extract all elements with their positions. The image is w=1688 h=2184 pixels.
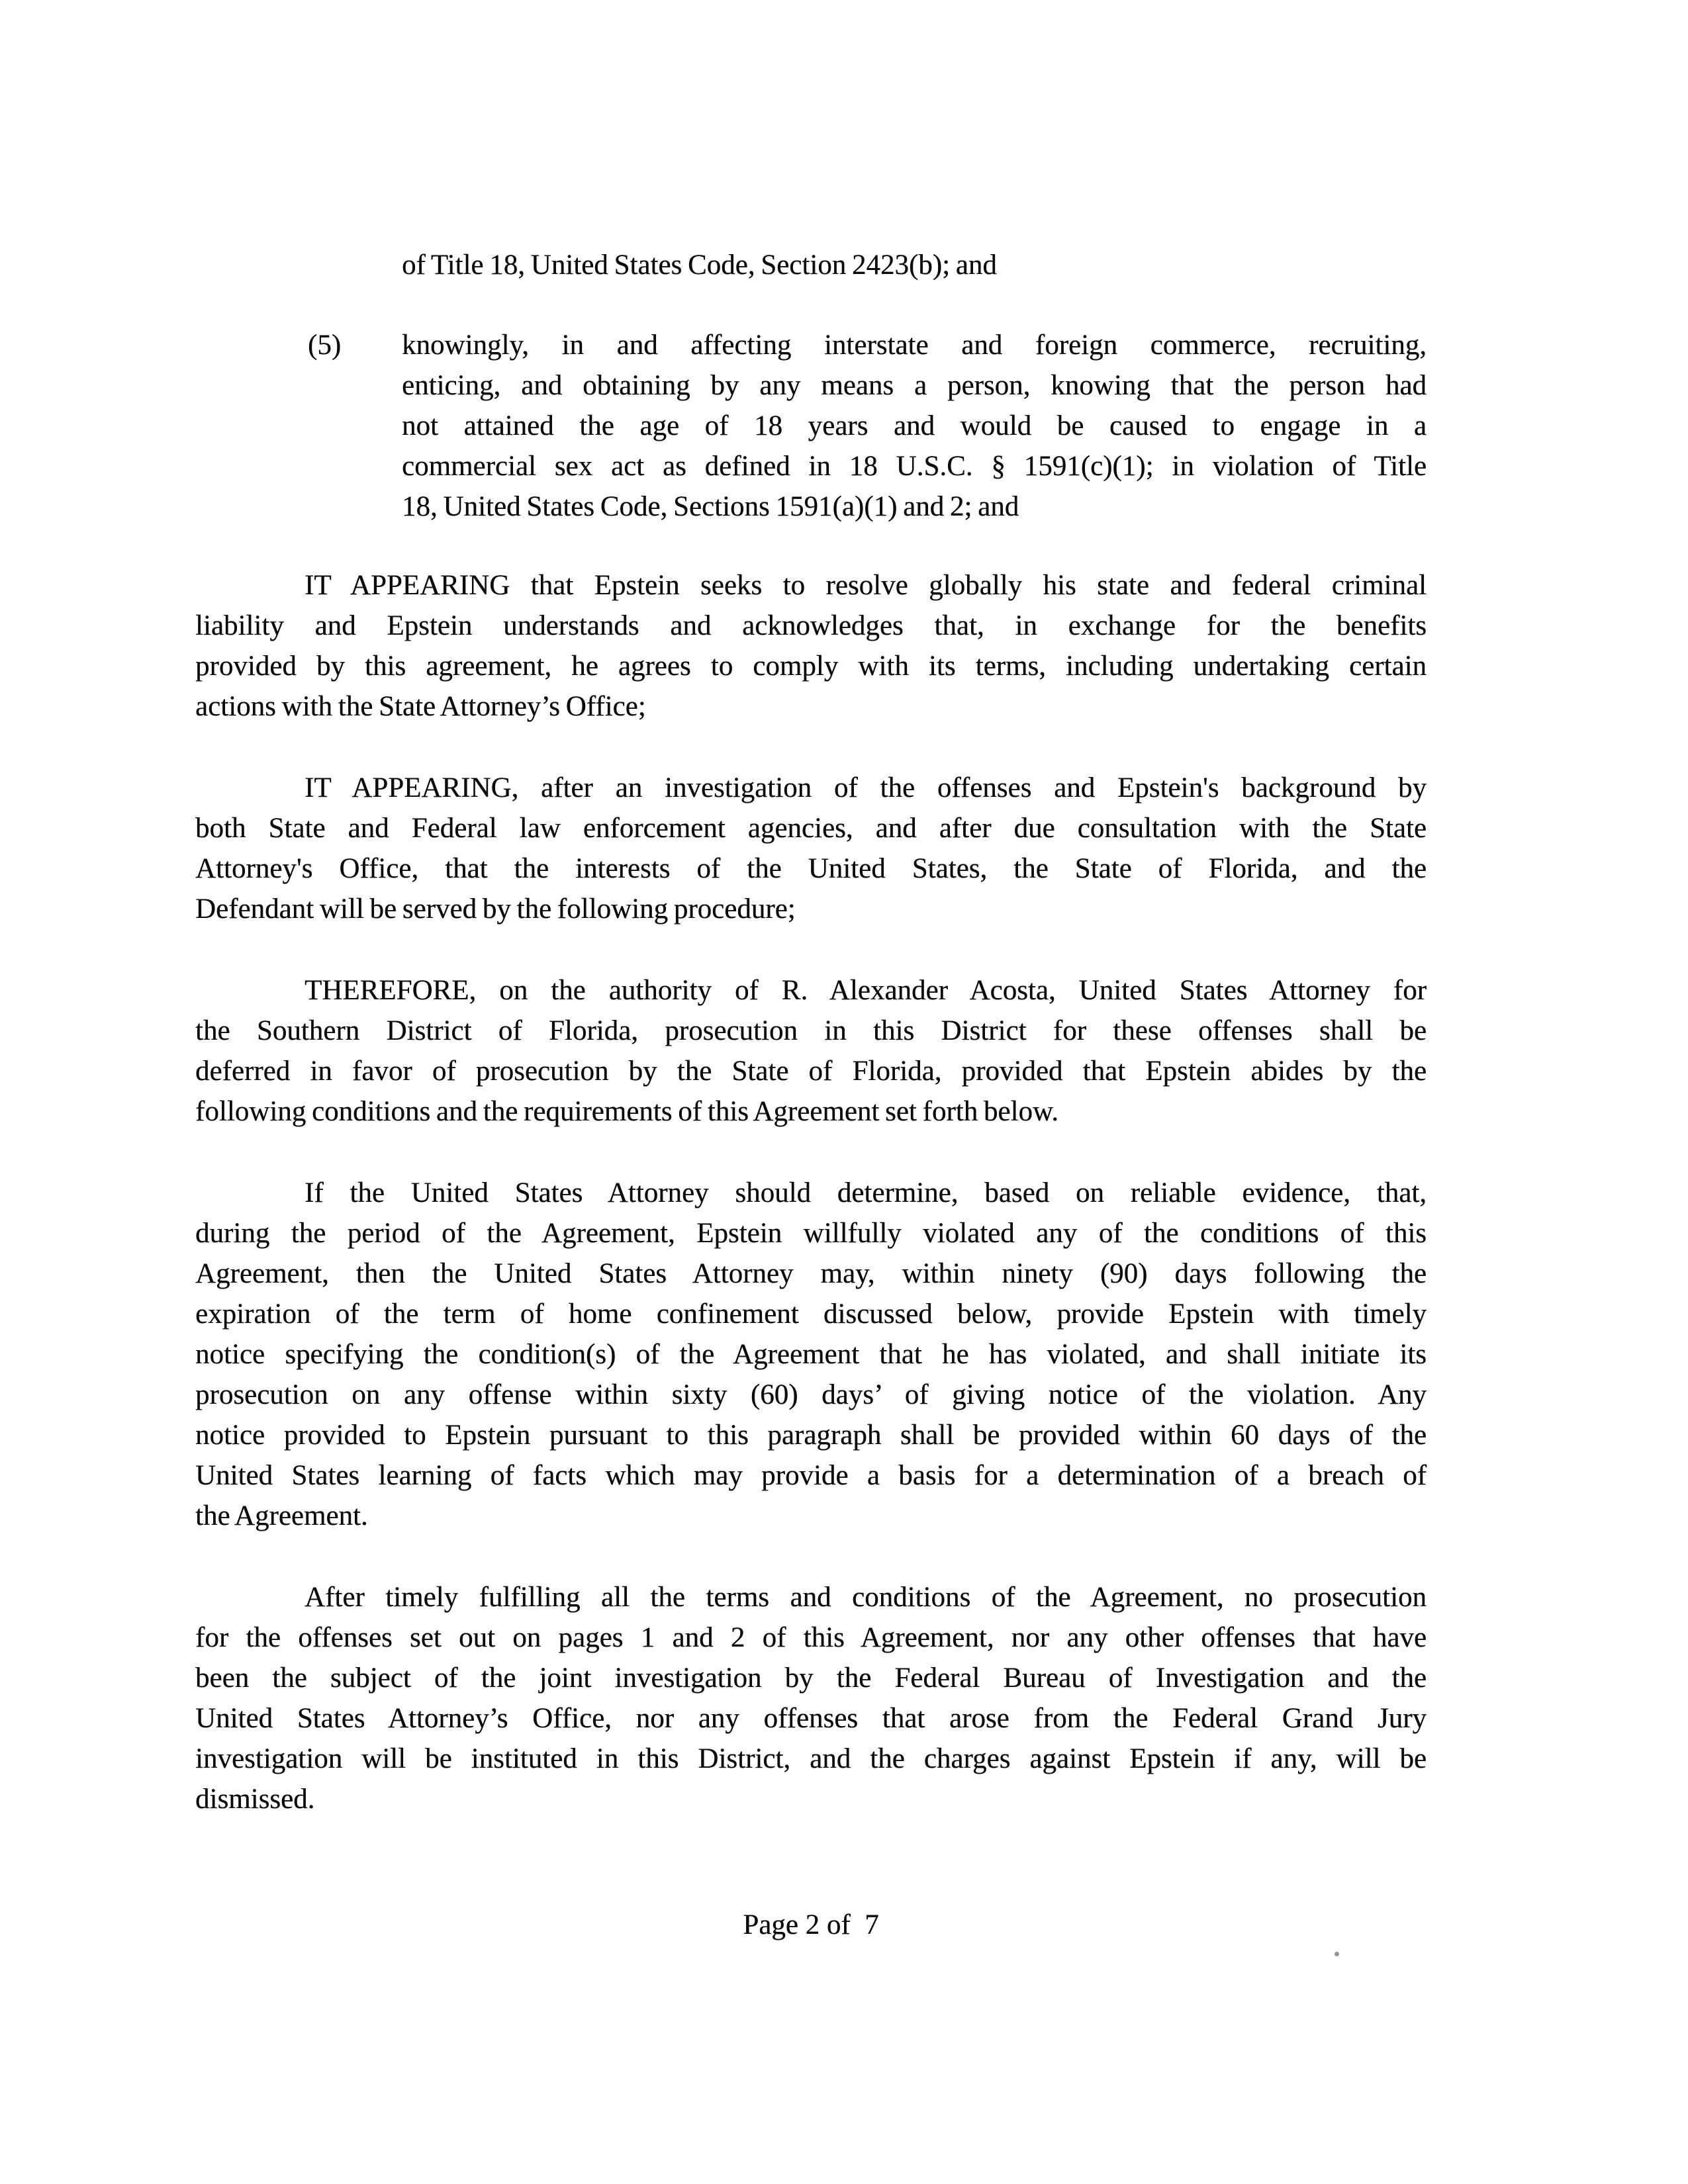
text-line: during the period of the Agreement, Epstein willfully violated any of the conditions of this xyxy=(195,1218,1427,1249)
text-line: expiration of the term of home confinement discussed below, provide Epstein with timely xyxy=(195,1298,1427,1330)
text-line: not attained the age of 18 years and would be caused to engage in a xyxy=(402,410,1427,441)
text-line: If the United States Attorney should determine, based on reliable evidence, that, xyxy=(305,1177,1427,1208)
text-line: for the offenses set out on pages 1 and 2 of this Agreement, nor any other offenses that have xyxy=(195,1622,1427,1653)
text-line: liability and Epstein understands and acknowledges that, in exchange for the benefits xyxy=(195,610,1427,641)
text-line: THEREFORE, on the authority of R. Alexander Acosta, United States Attorney for xyxy=(305,975,1427,1006)
text-line: investigation will be instituted in this District, and the charges against Epstein if any, will be xyxy=(195,1743,1427,1774)
clause-number: (5) xyxy=(308,330,342,361)
text-line: been the subject of the joint investigation by the Federal Bureau of Investigation and the xyxy=(195,1662,1427,1694)
text-line: dismissed. xyxy=(195,1784,315,1815)
document-body xyxy=(195,245,1427,1819)
scan-artifact-dot xyxy=(1335,1952,1339,1956)
clause-text xyxy=(402,325,1427,527)
numbered-clause-5 xyxy=(195,325,1427,527)
text-line: commercial sex act as defined in 18 U.S.C. § 1591(c)(1); in violation of Title xyxy=(402,451,1427,482)
text-line: knowingly, in and affecting interstate and foreign commerce, recruiting, xyxy=(402,330,1427,361)
text-line: Attorney's Office, that the interests of the United States, the State of Florida, and the xyxy=(195,853,1427,884)
text-line: IT APPEARING that Epstein seeks to resolve globally his state and federal criminal xyxy=(305,570,1427,601)
paragraph-no-prosecution xyxy=(195,1577,1427,1819)
text-line: actions with the State Attorney’s Office; xyxy=(195,691,646,722)
clause-continuation xyxy=(402,245,1427,285)
text-line: 18, United States Code, Sections 1591(a)(1) and 2; and xyxy=(402,491,1019,522)
text-line: After timely fulfilling all the terms and conditions of the Agreement, no prosecution xyxy=(305,1582,1427,1613)
text-line: enticing, and obtaining by any means a person, knowing that the person had xyxy=(402,370,1427,401)
text-line: Agreement, then the United States Attorney may, within ninety (90) days following the xyxy=(195,1258,1427,1289)
text-line: Defendant will be served by the following procedure; xyxy=(195,893,796,925)
text-line: provided by this agreement, he agrees to comply with its terms, including undertaking certain xyxy=(195,651,1427,682)
continuation-text: of Title 18, United States Code, Section 2423(b); and xyxy=(402,250,997,281)
text-line: deferred in favor of prosecution by the State of Florida, provided that Epstein abides by the xyxy=(195,1056,1427,1087)
text-line: the Southern District of Florida, prosecution in this District for these offenses shall be xyxy=(195,1015,1427,1046)
text-line: prosecution on any offense within sixty (60) days’ of giving notice of the violation. Any xyxy=(195,1379,1427,1410)
text-line: United States learning of facts which may provide a basis for a determination of a breach of xyxy=(195,1460,1427,1491)
text-line: IT APPEARING, after an investigation of the offenses and Epstein's background by xyxy=(305,772,1427,803)
text-line: following conditions and the requirements of this Agreement set forth below. xyxy=(195,1096,1058,1127)
text-line: United States Attorney’s Office, nor any offenses that arose from the Federal Grand Jury xyxy=(195,1703,1427,1734)
text-line: both State and Federal law enforcement agencies, and after due consultation with the State xyxy=(195,813,1427,844)
text-line: notice specifying the condition(s) of the Agreement that he has violated, and shall initiate its xyxy=(195,1339,1427,1370)
page-number: Page 2 of 7 xyxy=(743,1909,879,1940)
paragraph-therefore xyxy=(195,970,1427,1132)
paragraph-it-appearing-2 xyxy=(195,768,1427,929)
paragraph-violation-terms xyxy=(195,1173,1427,1536)
text-line: notice provided to Epstein pursuant to this paragraph shall be provided within 60 days of the xyxy=(195,1420,1427,1451)
text-line: the Agreement. xyxy=(195,1500,368,1531)
paragraph-it-appearing-1 xyxy=(195,565,1427,727)
